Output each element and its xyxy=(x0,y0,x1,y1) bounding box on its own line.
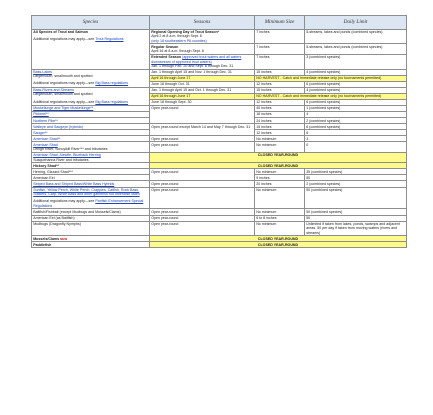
closed-season-cell: CLOSED YEAR-ROUND xyxy=(150,152,407,162)
season-cell: June 18 through Oct. 31 xyxy=(150,81,255,87)
season-title: Regular Season xyxy=(151,44,179,49)
daily-limit-cell: 6 xyxy=(305,130,407,136)
panfish-enhancement-link[interactable]: Panfish Enhancement Special Regulations xyxy=(33,199,144,208)
striped-bass-link[interactable]: Striped Bass and Striped Bass/White Bass Hybrids xyxy=(33,181,115,186)
daily-limit-cell: 4 (combined species) xyxy=(305,87,407,93)
shad-alewife-herring-link[interactable]: American Shad, Alewife, Blueback Herring xyxy=(33,153,101,158)
season-cell: Open year-round xyxy=(150,142,255,152)
header-species: Species xyxy=(32,16,150,30)
season-cell: Jan. 1 through April 15 and Oct. 1 through Dec. 31 xyxy=(150,87,255,93)
season-cell: Open year-round xyxy=(150,181,255,187)
min-size-cell: No minimum xyxy=(255,209,305,215)
species-name: Mussels/Clams xyxy=(33,236,60,241)
pickerel-link[interactable]: Pickerel** xyxy=(33,112,49,117)
american-shad-lehigh-link[interactable]: American Shad xyxy=(33,142,58,147)
species-cell: Baitfish/Fishbait (except Mudbugs and Mussels/Clams) xyxy=(32,209,150,215)
species-cell xyxy=(32,152,150,162)
daily-limit-cell: 6 (combined species) xyxy=(305,99,407,105)
season-dates: Jan. 1 through Feb. 20 and Sept. 6 through Dec. 31 xyxy=(151,63,234,68)
walleye-link[interactable]: Walleye and Saugeye (hybrids) xyxy=(33,124,83,129)
daily-limit-cell: 1 (combined species) xyxy=(305,105,407,111)
season-cell: June 18 through Sept. 30 xyxy=(150,99,255,105)
min-size-cell: 24 inches xyxy=(255,118,305,124)
daily-limit-cell: 4 (combined species) xyxy=(305,69,407,75)
season-cell: Jan. 1 through April 15 and Nov. 1 through Dec. 31 xyxy=(150,69,255,75)
min-size-cell: 6 to 8 inches xyxy=(255,215,305,221)
season-cell: Open year-round xyxy=(150,221,255,236)
season-dates: April 16 at 8 a.m. through Sept. 6 xyxy=(151,49,204,54)
season-cell: April 16 through June 17 xyxy=(150,75,255,81)
american-shad-link[interactable]: American Shad** xyxy=(33,136,61,141)
northern-pike-link[interactable]: Northern Pike** xyxy=(33,118,58,123)
daily-limit-cell: 3 xyxy=(305,136,407,142)
daily-limit-cell: 6 (combined species) xyxy=(305,124,407,130)
daily-limit-cell: 35 (combined species) xyxy=(305,169,407,175)
min-size-cell: No minimum xyxy=(255,221,305,236)
table-row xyxy=(32,152,407,162)
min-size-cell: 20 inches xyxy=(255,181,305,187)
daily-limit-cell: 50 (combined species) xyxy=(305,209,407,215)
species-cell: Hickory Shad** xyxy=(32,163,150,169)
daily-limit-cell: 6 (combined species) xyxy=(305,81,407,87)
no-harvest-cell: NO HARVEST - Catch and immediate release only (no tournaments permitted) xyxy=(255,75,407,81)
species-subtitle: Largemouth, smallmouth and spotted xyxy=(33,74,93,79)
season-cell xyxy=(150,29,255,44)
no-harvest-cell: NO HARVEST - Catch and immediate release only (no tournaments permitted) xyxy=(255,93,407,99)
table-row xyxy=(32,221,407,236)
table-row xyxy=(32,29,407,44)
daily-limit-cell: Unlimited if taken from lakes, ponds, swamps and adjacent areas. 50 per day if taken from moving waters (rivers and streams) xyxy=(305,221,407,236)
min-size-cell: No minimum xyxy=(255,136,305,142)
min-size-cell: 7 inches xyxy=(255,29,305,44)
header-row xyxy=(32,16,407,30)
note-text: Additional regulations may apply—see xyxy=(33,199,95,204)
daily-limit-cell: 5-streams, lakes and ponds (combined species) xyxy=(305,29,407,44)
min-size-cell: No minimum xyxy=(255,169,305,175)
season-cell: Open year-round except March 14 and May 7 through Dec. 31 xyxy=(150,124,255,136)
note-text: Additional regulations may apply—see xyxy=(33,37,95,42)
header-seasons: Seasons xyxy=(150,16,255,30)
min-size-cell: No minimum xyxy=(255,187,305,209)
species-cell xyxy=(32,69,150,87)
species-cell: American Eel xyxy=(32,175,150,181)
species-subtitle: Lehigh River, Schuylkill River*** and tributaries xyxy=(33,147,108,152)
daily-limit-cell: 3 (combined species) xyxy=(305,54,407,69)
note-text: Additional regulations may apply—see xyxy=(33,81,95,86)
species-cell xyxy=(32,187,150,209)
min-size-cell: 15 inches xyxy=(255,69,305,75)
min-size-cell: No minimum xyxy=(255,142,305,152)
season-cell xyxy=(150,44,255,54)
season-dates: April 2 at 8 a.m. through Sept. 6 xyxy=(151,34,202,39)
daily-limit-cell: 0 xyxy=(305,142,407,152)
season-cell: April 16 through June 17 xyxy=(150,93,255,99)
species-name: All Species of Trout and Salmon xyxy=(33,30,89,35)
season-cell: Open year-round xyxy=(150,136,255,142)
season-cell: Open year-round xyxy=(150,209,255,215)
new-badge: NEW xyxy=(60,236,68,241)
daily-limit-cell: 50 (combined species) xyxy=(305,187,407,209)
season-cell: Open year-round xyxy=(150,105,255,123)
min-size-cell: 15 inches xyxy=(255,87,305,93)
min-size-cell: 12 inches xyxy=(255,99,305,105)
note-text: Additional regulations may apply—see xyxy=(33,99,95,104)
big-bass-regulations-link[interactable]: Big Bass regulations xyxy=(95,81,129,86)
sauger-link[interactable]: Sauger** xyxy=(33,130,48,135)
min-size-cell: 12 inches xyxy=(255,130,305,136)
sunfish-panfish-link[interactable]: Sunfish, Yellow Perch, White Perch, Crappies, Catfish, Rock Bass, Suckers, Carp, White Bass and other gamefish not otherwise listed xyxy=(33,187,140,197)
season-cell: Open year-round xyxy=(150,187,255,209)
header-daily-limit: Daily Limit xyxy=(305,16,407,30)
bass-rivers-link[interactable]: Bass-Rivers and Streams xyxy=(33,88,74,93)
min-size-cell: 7 inches xyxy=(255,54,305,69)
muskellunge-link[interactable]: Muskellunge and Tiger Muskellunge** xyxy=(33,106,94,111)
table-row xyxy=(32,187,407,209)
table-row xyxy=(32,242,407,248)
daily-limit-cell: 50 xyxy=(305,175,407,181)
species-cell xyxy=(32,142,150,152)
species-cell: Herring, Gizzard Shad*** xyxy=(32,169,150,175)
closed-season-cell: CLOSED YEAR-ROUND xyxy=(150,236,407,242)
daily-limit-cell: 5-streams, lakes and ponds (combined species) xyxy=(305,44,407,54)
header-minimum-size: Minimum Size xyxy=(255,16,305,30)
min-size-cell: 9 inches xyxy=(255,175,305,181)
season-cell xyxy=(150,54,255,69)
daily-limit-cell: 2 (combined species) xyxy=(305,181,407,187)
season-title: Regional Opening Day of Trout Season* xyxy=(151,30,220,35)
species-cell xyxy=(32,87,150,105)
big-bass-regulations-link[interactable]: Big Bass regulations xyxy=(95,99,129,104)
species-cell: Mudbugs (Dragonfly Nymphs) xyxy=(32,221,150,236)
southeastern-counties-link[interactable]: (only 18 southeastern PA counties) xyxy=(151,38,207,43)
daily-limit-cell: 2 (combined species) xyxy=(305,118,407,124)
regulations-table-container xyxy=(31,15,406,248)
species-cell xyxy=(32,29,150,69)
daily-limit-cell: 4 xyxy=(305,112,407,118)
table-row xyxy=(32,142,407,152)
bass-lakes-link[interactable]: Bass-Lakes xyxy=(33,69,52,74)
daily-limit-cell: 50 xyxy=(305,215,407,221)
min-size-cell: 7 inches xyxy=(255,44,305,54)
season-title: Extended Season xyxy=(151,55,182,60)
fishing-regulations-table xyxy=(31,15,407,248)
approved-trout-waters-link[interactable]: (approved trout waters and all waters downstream of approved trout waters) xyxy=(151,55,242,64)
species-subtitle: Susquehanna River and tributaries xyxy=(33,157,89,162)
species-subtitle: Largemouth, smallmouth and spotted xyxy=(33,92,93,97)
trout-regulations-link[interactable]: Trout Regulations xyxy=(95,37,124,42)
species-cell: Paddlefish xyxy=(32,242,150,248)
closed-season-cell: CLOSED YEAR-ROUND xyxy=(150,163,407,169)
closed-season-cell: CLOSED YEAR-ROUND xyxy=(150,242,407,248)
season-cell: Open year-round xyxy=(150,169,255,181)
min-size-cell: 40 inches xyxy=(255,105,305,111)
min-size-cell: 12 inches xyxy=(255,81,305,87)
min-size-cell: 15 inches xyxy=(255,124,305,130)
season-cell: Open year-round xyxy=(150,215,255,221)
species-cell: American Eel (as Baitfish) xyxy=(32,215,150,221)
min-size-cell: 18 inches xyxy=(255,112,305,118)
